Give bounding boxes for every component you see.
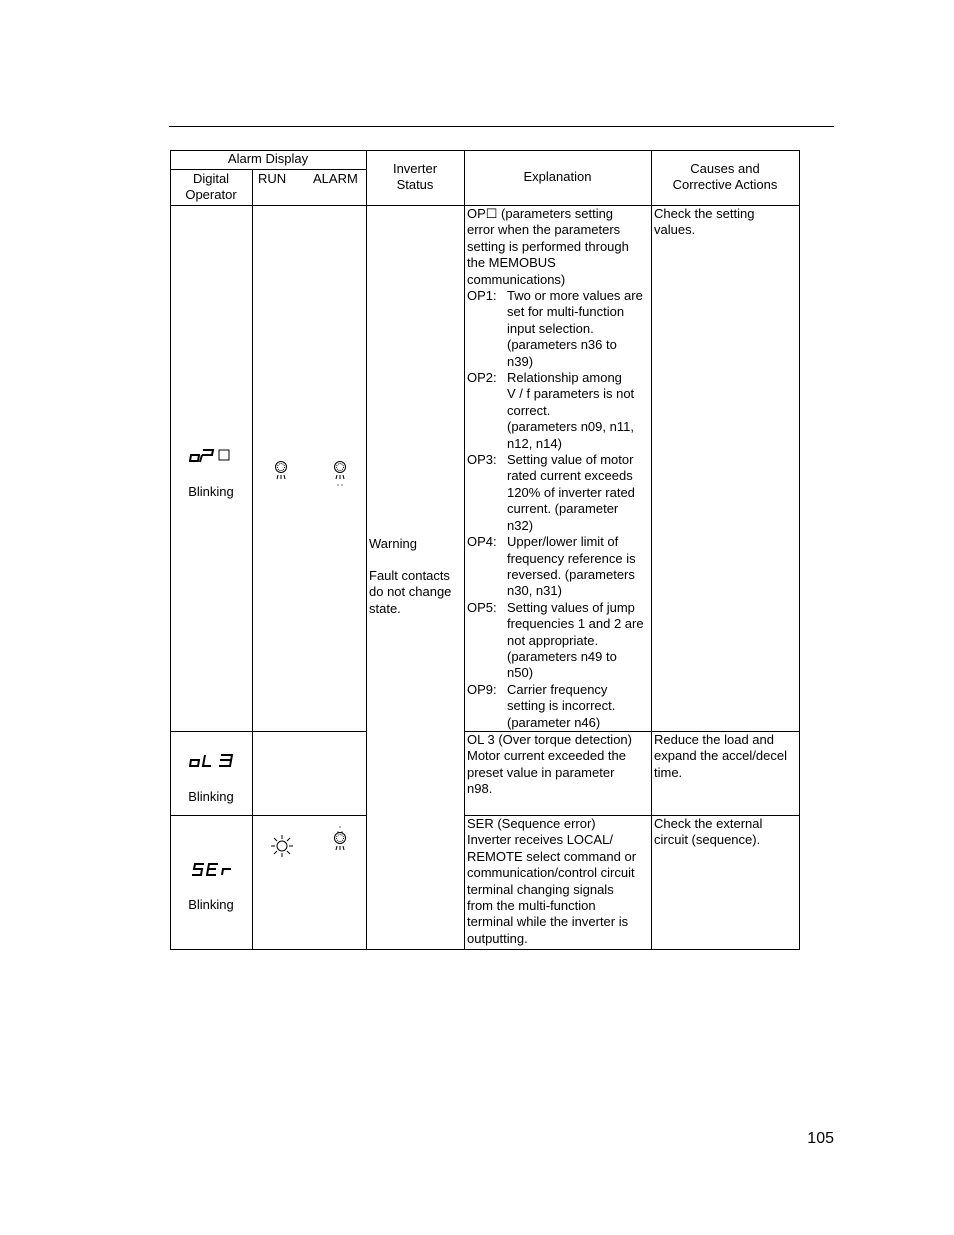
top-rule bbox=[169, 126, 834, 127]
header-inverter-status: Inverter Status bbox=[392, 161, 438, 193]
inverter-status-warning: Warning bbox=[369, 536, 417, 551]
header-digital-operator: Digital Operator bbox=[185, 171, 237, 203]
op-code-op9: OP9: Carrier frequency setting is incorrect. (parameter n46) bbox=[467, 681, 616, 730]
op-code-list bbox=[467, 288, 657, 731]
header-explanation: Explanation bbox=[523, 169, 592, 184]
page-number: 105 bbox=[807, 1130, 834, 1147]
op-code-op2: OP2: Relationship among V / f parameters is not correct. (parameters n09, n11, n12, n14) bbox=[467, 370, 635, 451]
row-ol3-causes: Reduce the load and expand the accel/decel time. bbox=[654, 732, 787, 780]
op-code-op5: OP5: Setting values of jump frequencies 1 and 2 are not appropriate. (parameters n49 to n50) bbox=[467, 599, 644, 681]
alarm-lamp-blinking-icon bbox=[332, 458, 348, 488]
op-code-op1: OP1: Two or more values are set for multi-function input selection. (parameters n36 to n39) bbox=[467, 288, 643, 369]
header-run: RUN bbox=[258, 171, 287, 186]
row-ser-display-state: Blinking bbox=[188, 897, 234, 912]
op-code-op4: OP4: Upper/lower limit of frequency reference is reversed. (parameters n30, n31) bbox=[467, 534, 636, 599]
row-op-explanation-intro: OP☐ (parameters setting error when the parameters setting is performed through the MEMOBUS communications) bbox=[467, 206, 629, 287]
alarm-lamp-blinking-icon bbox=[332, 825, 348, 859]
row-ol3-display-state: Blinking bbox=[188, 789, 234, 804]
inverter-status-note: Fault contacts do not change state. bbox=[369, 568, 452, 616]
op-code-op3: OP3: Setting value of motor rated current exceeds 120% of inverter rated current. (parameter n32) bbox=[467, 452, 635, 533]
header-alarm: ALARM bbox=[313, 171, 358, 186]
row-op-causes: Check the setting values. bbox=[654, 206, 755, 238]
run-lamp-blinking-icon bbox=[273, 458, 289, 482]
row-op-display-state: Blinking bbox=[188, 484, 234, 499]
header-alarm-display: Alarm Display bbox=[227, 151, 309, 166]
seven-segment-ol3-display bbox=[189, 753, 235, 769]
run-lamp-lit-icon bbox=[270, 834, 294, 858]
seven-segment-op-display bbox=[189, 447, 235, 465]
row-ser-causes: Check the external circuit (sequence). bbox=[654, 816, 763, 848]
header-causes: Causes and Corrective Actions bbox=[672, 161, 778, 193]
row-ol3-explanation: OL 3 (Over torque detection) Motor current exceeded the preset value in parameter n98. bbox=[467, 732, 632, 797]
seven-segment-ser-display bbox=[192, 862, 234, 878]
row-ser-explanation: SER (Sequence error) Inverter receives LOCAL/ REMOTE select command or communication/control circuit terminal changing signals from the multi-function terminal while the inverter is outputting. bbox=[467, 816, 637, 946]
